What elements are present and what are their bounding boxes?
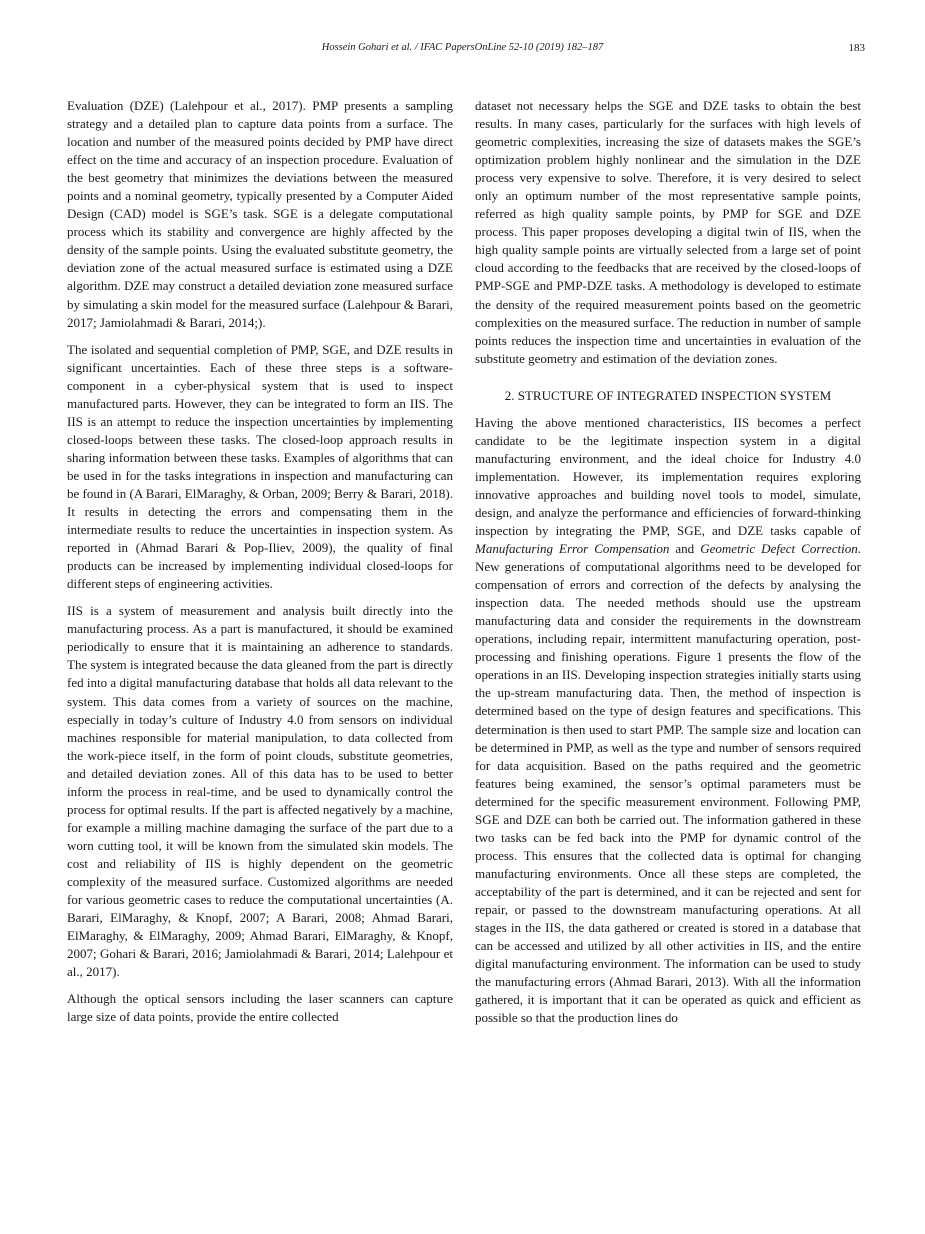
emphasis-term: Manufacturing Error Compensation [475,541,670,557]
left-column [67,97,453,1035]
paragraph: Evaluation (DZE) (Lalehpour et al., 2017). PMP presents a sampling strategy and a detailed plan to capture data points from a surface. The location and number of the measured points decided by PMP have direct effect on the time and accuracy of an inspection procedure. Evaluation of the best geometry that minimizes the deviations between the measured points and a nominal geometry, typically presented by a Computer Aided Design (CAD) model is SGE’s task. SGE is a delegate computational process which its stability and convergence are highly affected by the density of the sample points. Using the evaluated substitute geometry, the deviation zone of the actual measured surface is estimated using a DZE algorithm. DZE may construct a detailed deviation zone measured surface by simulating a skin model for the measured surface (Lalehpour & Barari, 2017; Jamiolahmadi & Barari, 2014;). [67,98,453,330]
paragraph: Although the optical sensors including the laser scanners can capture large size of data points, provide the entire collected [67,991,453,1025]
paragraph-text: Having the above mentioned characteristics, IIS becomes a perfect candidate to be the legitimate inspection system in a digital manufacturing environment, and the ideal choice for Industry 4.0 implementation. However, its implementation requires exploring innovative approaches and building novel tools to model, simulate, design, and analyze the performance and efficiencies of forward-thinking inspection by integrating the PMP, SGE, and DZE tasks capable of [475,414,861,538]
emphasis-term: Geometric Defect Correction [700,541,858,557]
running-head: Hossein Gohari et al. / IFAC PapersOnLine 52-10 (2019) 182–187 [321,42,604,53]
paragraph: The isolated and sequential completion of PMP, SGE, and DZE results in significant uncertainties. Each of these three steps is a software-component in a cyber-physical system that is used to inspect manufactured parts. However, they can be integrated to form an IIS. The IIS is an attempt to reduce the inspection uncertainties by implementing closed-loops between these tasks. The closed-loop approach results in sharing information between these tasks. Examples of algorithms that can be used in for the tasks integrations in inspection and manufacturing can be found in (A Barari, ElMaraghy, & Orban, 2009; Berry & Barari, 2018). It results in detecting the errors and compensating them in the intermediate results to reduce the uncertainties in inspection system. As reported in (Ahmad Barari & Pop-Iliev, 2009), the quality of final products can be increased by implementing individual closed-loops for different steps of engineering activities. [67,341,453,592]
paragraph-text: . New generations of computational algorithms need to be developed for compensation of errors and correction of the defects by analysing the inspection data. The needed methods should use the upstream manufacturing data and consider the requirements in the downstream operations, including repair, intermittent manufacturing operation, post-processing and finishing operations. Figure 1 presents the flow of the operations in an IIS. Developing inspection strategies initially starts using the up-stream manufacturing data. Then, the method of inspection is determined based on the type of design features and specifications. This determination is then used to start PMP. The sample size and location can be determined in PMP, as well as the type and number of sensors required for data acquisition. Based on the paths required and the geometric features being examined, the sensor’s optimal parameters must be determined for the specific measurement environment. Following PMP, SGE and DZE can both be carried out. The information gathered in these two tasks can be fed back into the PMP for dynamic control of the process. This ensures that the collected data is optimal for changing manufacturing environments. Once all these steps are completed, the acceptability of the part is determined, and it can be rejected and sent for repair, or passed to the downstream manufacturing operations. At all stages in the IIS, the data gathered or created is stored in a database that can be accessed and utilized by all other activities in IIS, and the entire digital manufacturing environment. The information can be used to study the manufacturing errors (Ahmad Barari, 2013). With all the information gathered, it is important that it can be operated as quick and efficient as possible so that the production lines do [475,541,861,1026]
page-number: 183 [848,42,865,54]
section-heading: 2. STRUCTURE OF INTEGRATED INSPECTION SYSTEM [504,387,832,403]
paragraph-text: and [669,541,701,557]
paragraph [475,414,861,1028]
paragraph: dataset not necessary helps the SGE and DZE tasks to obtain the best results. In many cases, particularly for the surfaces with high levels of geometric complexities, increasing the size of datasets makes the SGE’s optimization problem highly nonlinear and the simulation in the DZE process very expensive to solve. Therefore, it is very desired to select only an optimum number of the most representative sample points, referred as high quality sample points, by PMP for SGE and DZE process. This paper proposes developing a digital twin of IIS, when the high quality sample points are virtually selected from a large set of point cloud according to the feedbacks that are received by the closed-loops of PMP-SGE and PMP-DZE tasks. A methodology is developed to estimate the density of the required measurement points based on the geometric complexities on the measured surface. The reduction in number of sample points reduces the inspection time and uncertainties in evaluation of the substitute geometry and estimation of the deviation zones. [475,98,861,366]
right-column [475,97,861,1036]
page-header [0,40,925,60]
paragraph: IIS is a system of measurement and analysis built directly into the manufacturing process. As a part is manufactured, it should be examined periodically to ensure that it is maintaining an adherence to standards. The system is integrated because the data gleaned from the part is directly fed into a digital manufacturing database that holds all data relevant to the system. This data comes from a variety of sources on the machine, especially in today’s culture of Industry 4.0 from sensors on individual machines responsible for material manipulation, to data collected from the work-piece itself, in the form of point clouds, substitute geometries, and detailed deviation zones. All of this data has to be used to better inform the process in real-time, and be used to dynamically control the process for optimal results. If the part is affected negatively by a machine, for example a milling machine damaging the surface of the part due to a worn cutting tool, it will be known from the simulated skin models. The cost and reliability of IIS is highly dependent on the geometric complexity of the measured surface. Customized algorithms are needed for various geometric cases to reduce the computational uncertainties (A. Barari, ElMaraghy, & Knopf, 2007; A Barari, 2008; Ahmad Barari, ElMaraghy, & ElMaraghy, 2009; Ahmad Barari, ElMaraghy, & Knopf, 2007; Gohari & Barari, 2016; Jamiolahmadi & Barari, 2014; Lalehpour et al., 2017). [67,603,453,980]
